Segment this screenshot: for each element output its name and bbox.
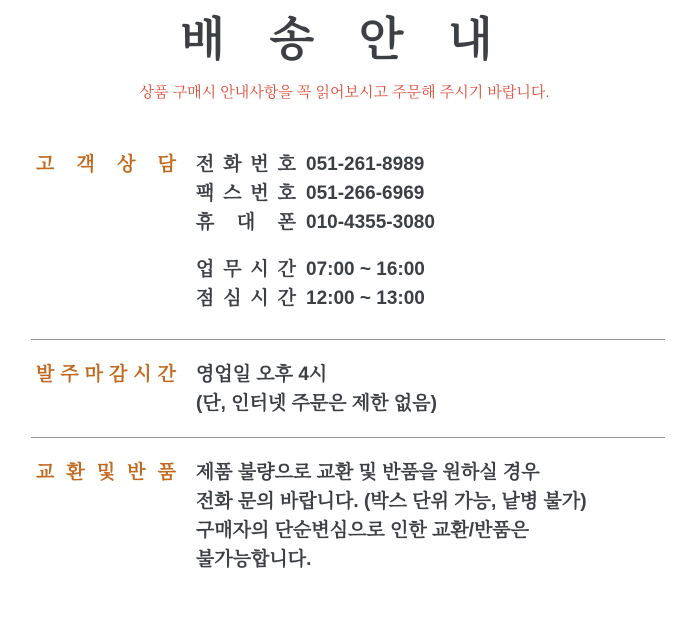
section-label-exchange-return: 교 환 및 반 품 <box>36 462 176 484</box>
exchange-return-details <box>196 458 587 574</box>
info-row-mobile <box>196 208 435 237</box>
info-line: 영업일 오후 4시 <box>196 364 328 386</box>
field-label-phone: 전 화 번 호 <box>196 154 296 176</box>
field-value-phone: 051-261-8989 <box>306 154 425 176</box>
info-line: 구매자의 단순변심으로 인한 교환/반품은 <box>196 520 530 542</box>
field-label-lunch-hours: 점 심 시 간 <box>196 288 296 310</box>
field-value-business-hours: 07:00 ~ 16:00 <box>306 259 425 281</box>
field-label-mobile: 휴 대 폰 <box>196 212 296 234</box>
row-spacer <box>196 237 435 255</box>
info-row-lunch-hours <box>196 284 435 313</box>
divider <box>31 339 665 340</box>
page-subtitle: 상품 구매시 안내사항을 꼭 읽어보시고 주문해 주시기 바랍니다. <box>139 84 550 102</box>
section-order-deadline <box>36 360 665 418</box>
field-label-business-hours: 업 무 시 간 <box>196 259 296 281</box>
section-customer-service <box>36 150 665 313</box>
field-value-lunch-hours: 12:00 ~ 13:00 <box>306 288 425 310</box>
info-line: 전화 문의 바랍니다. (박스 단위 가능, 낱병 불가) <box>196 491 587 513</box>
info-row-phone <box>196 150 435 179</box>
page-title: 배 송 안 내 <box>180 13 509 65</box>
divider <box>31 437 665 438</box>
field-label-fax: 팩 스 번 호 <box>196 183 296 205</box>
info-row-fax <box>196 179 435 208</box>
order-deadline-details <box>196 360 437 418</box>
customer-service-details <box>196 150 435 313</box>
section-exchange-return <box>36 458 665 574</box>
section-label-order-deadline: 발 주 마 감 시 간 <box>36 364 176 386</box>
info-row-business-hours <box>196 255 435 284</box>
section-label-customer-service: 고 객 상 담 <box>36 154 176 176</box>
info-line: 제품 불량으로 교환 및 반품을 원하실 경우 <box>196 462 540 484</box>
field-value-fax: 051-266-6969 <box>306 183 425 205</box>
info-line: 불가능합니다. <box>196 549 312 571</box>
info-content <box>36 150 665 574</box>
field-value-mobile: 010-4355-3080 <box>306 212 435 234</box>
info-line: (단, 인터넷 주문은 제한 없음) <box>196 393 437 415</box>
